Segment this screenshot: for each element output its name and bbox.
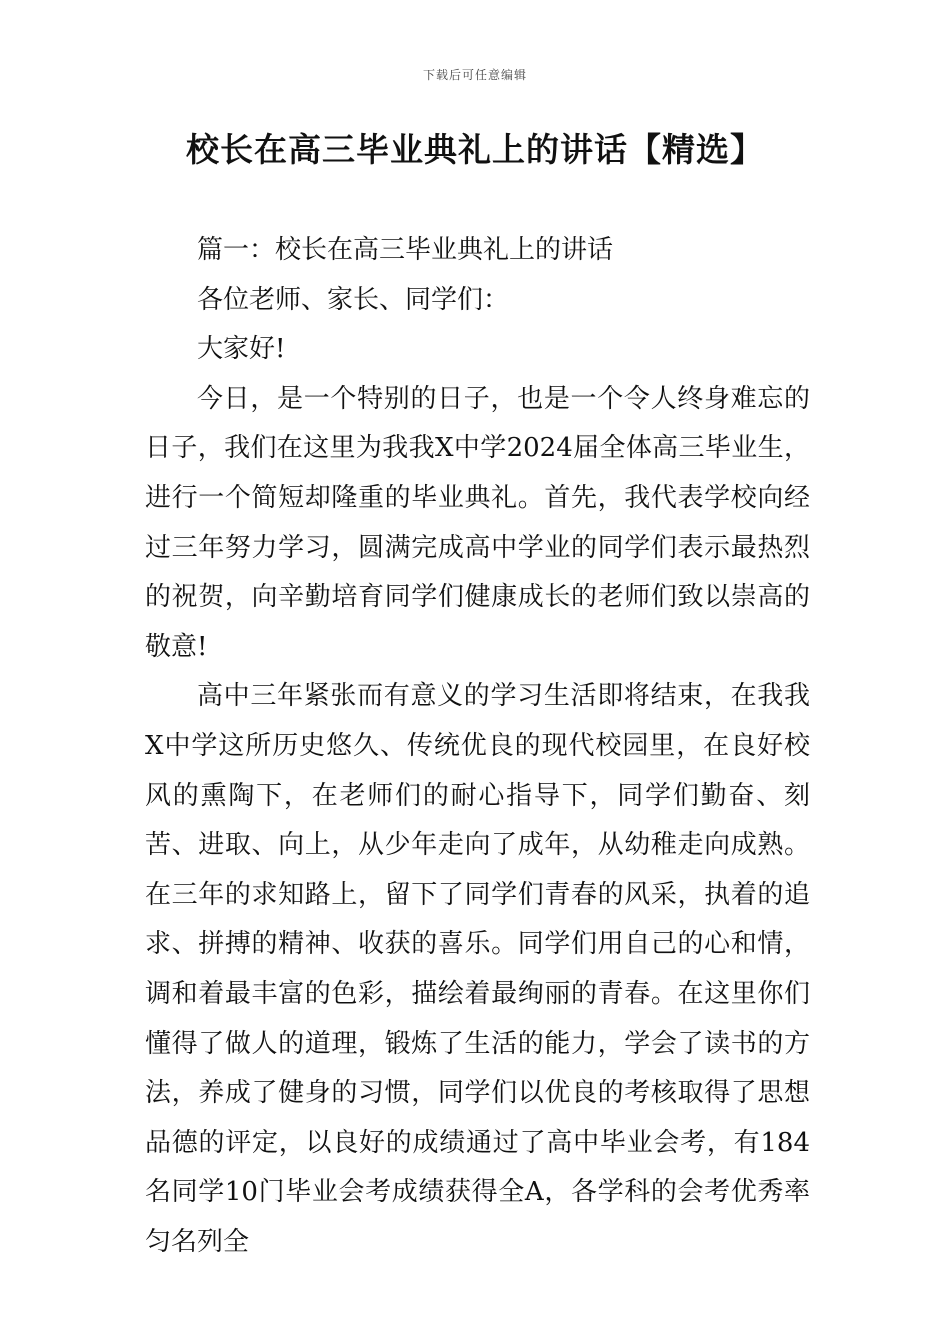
body-paragraph: 高中三年紧张而有意义的学习生活即将结束，在我我X中学这所历史悠久、传统优良的现代校园里，在良好校风的熏陶下，在老师们的耐心指导下，同学们勤奋、刻苦、进取、向上，从少年走向了成年，从幼稚走向成熟。在三年的求知路上，留下了同学们青春的风采，执着的追求、拼搏的精神、收获的喜乐。同学们用自己的心和情，调和着最丰富的色彩，描绘着最绚丽的青春。在这里你们懂得了做人的道理，锻炼了生活的能力，学会了读书的方法，养成了健身的习惯，同学们以优良的考核取得了思想品德的评定，以良好的成绩通过了高中毕业会考，有184名同学10门毕业会考成绩获得全A，各学科的会考优秀率匀名列全	[145, 681, 810, 1257]
header-note: 下载后可任意编辑	[422, 68, 527, 82]
body-paragraph: 今日，是一个特别的日子，也是一个令人终身难忘的日子，我们在这里为我我X中学2024届全体高三毕业生，进行一个简短却隆重的毕业典礼。首先，我代表学校向经过三年努力学习，圆满完成高中学业的同学们表示最热烈的祝贺，向辛勤培育同学们健康成长的老师们致以崇高的敬意!	[145, 383, 810, 662]
greeting: 大家好!	[197, 334, 286, 365]
document-body	[145, 226, 810, 1267]
salutation: 各位老师、家长、同学们：	[197, 284, 510, 315]
section-heading: 篇一：校长在高三毕业典礼上的讲话	[197, 235, 614, 265]
document-title: 校长在高三毕业典礼上的讲话【精选】	[186, 130, 764, 169]
